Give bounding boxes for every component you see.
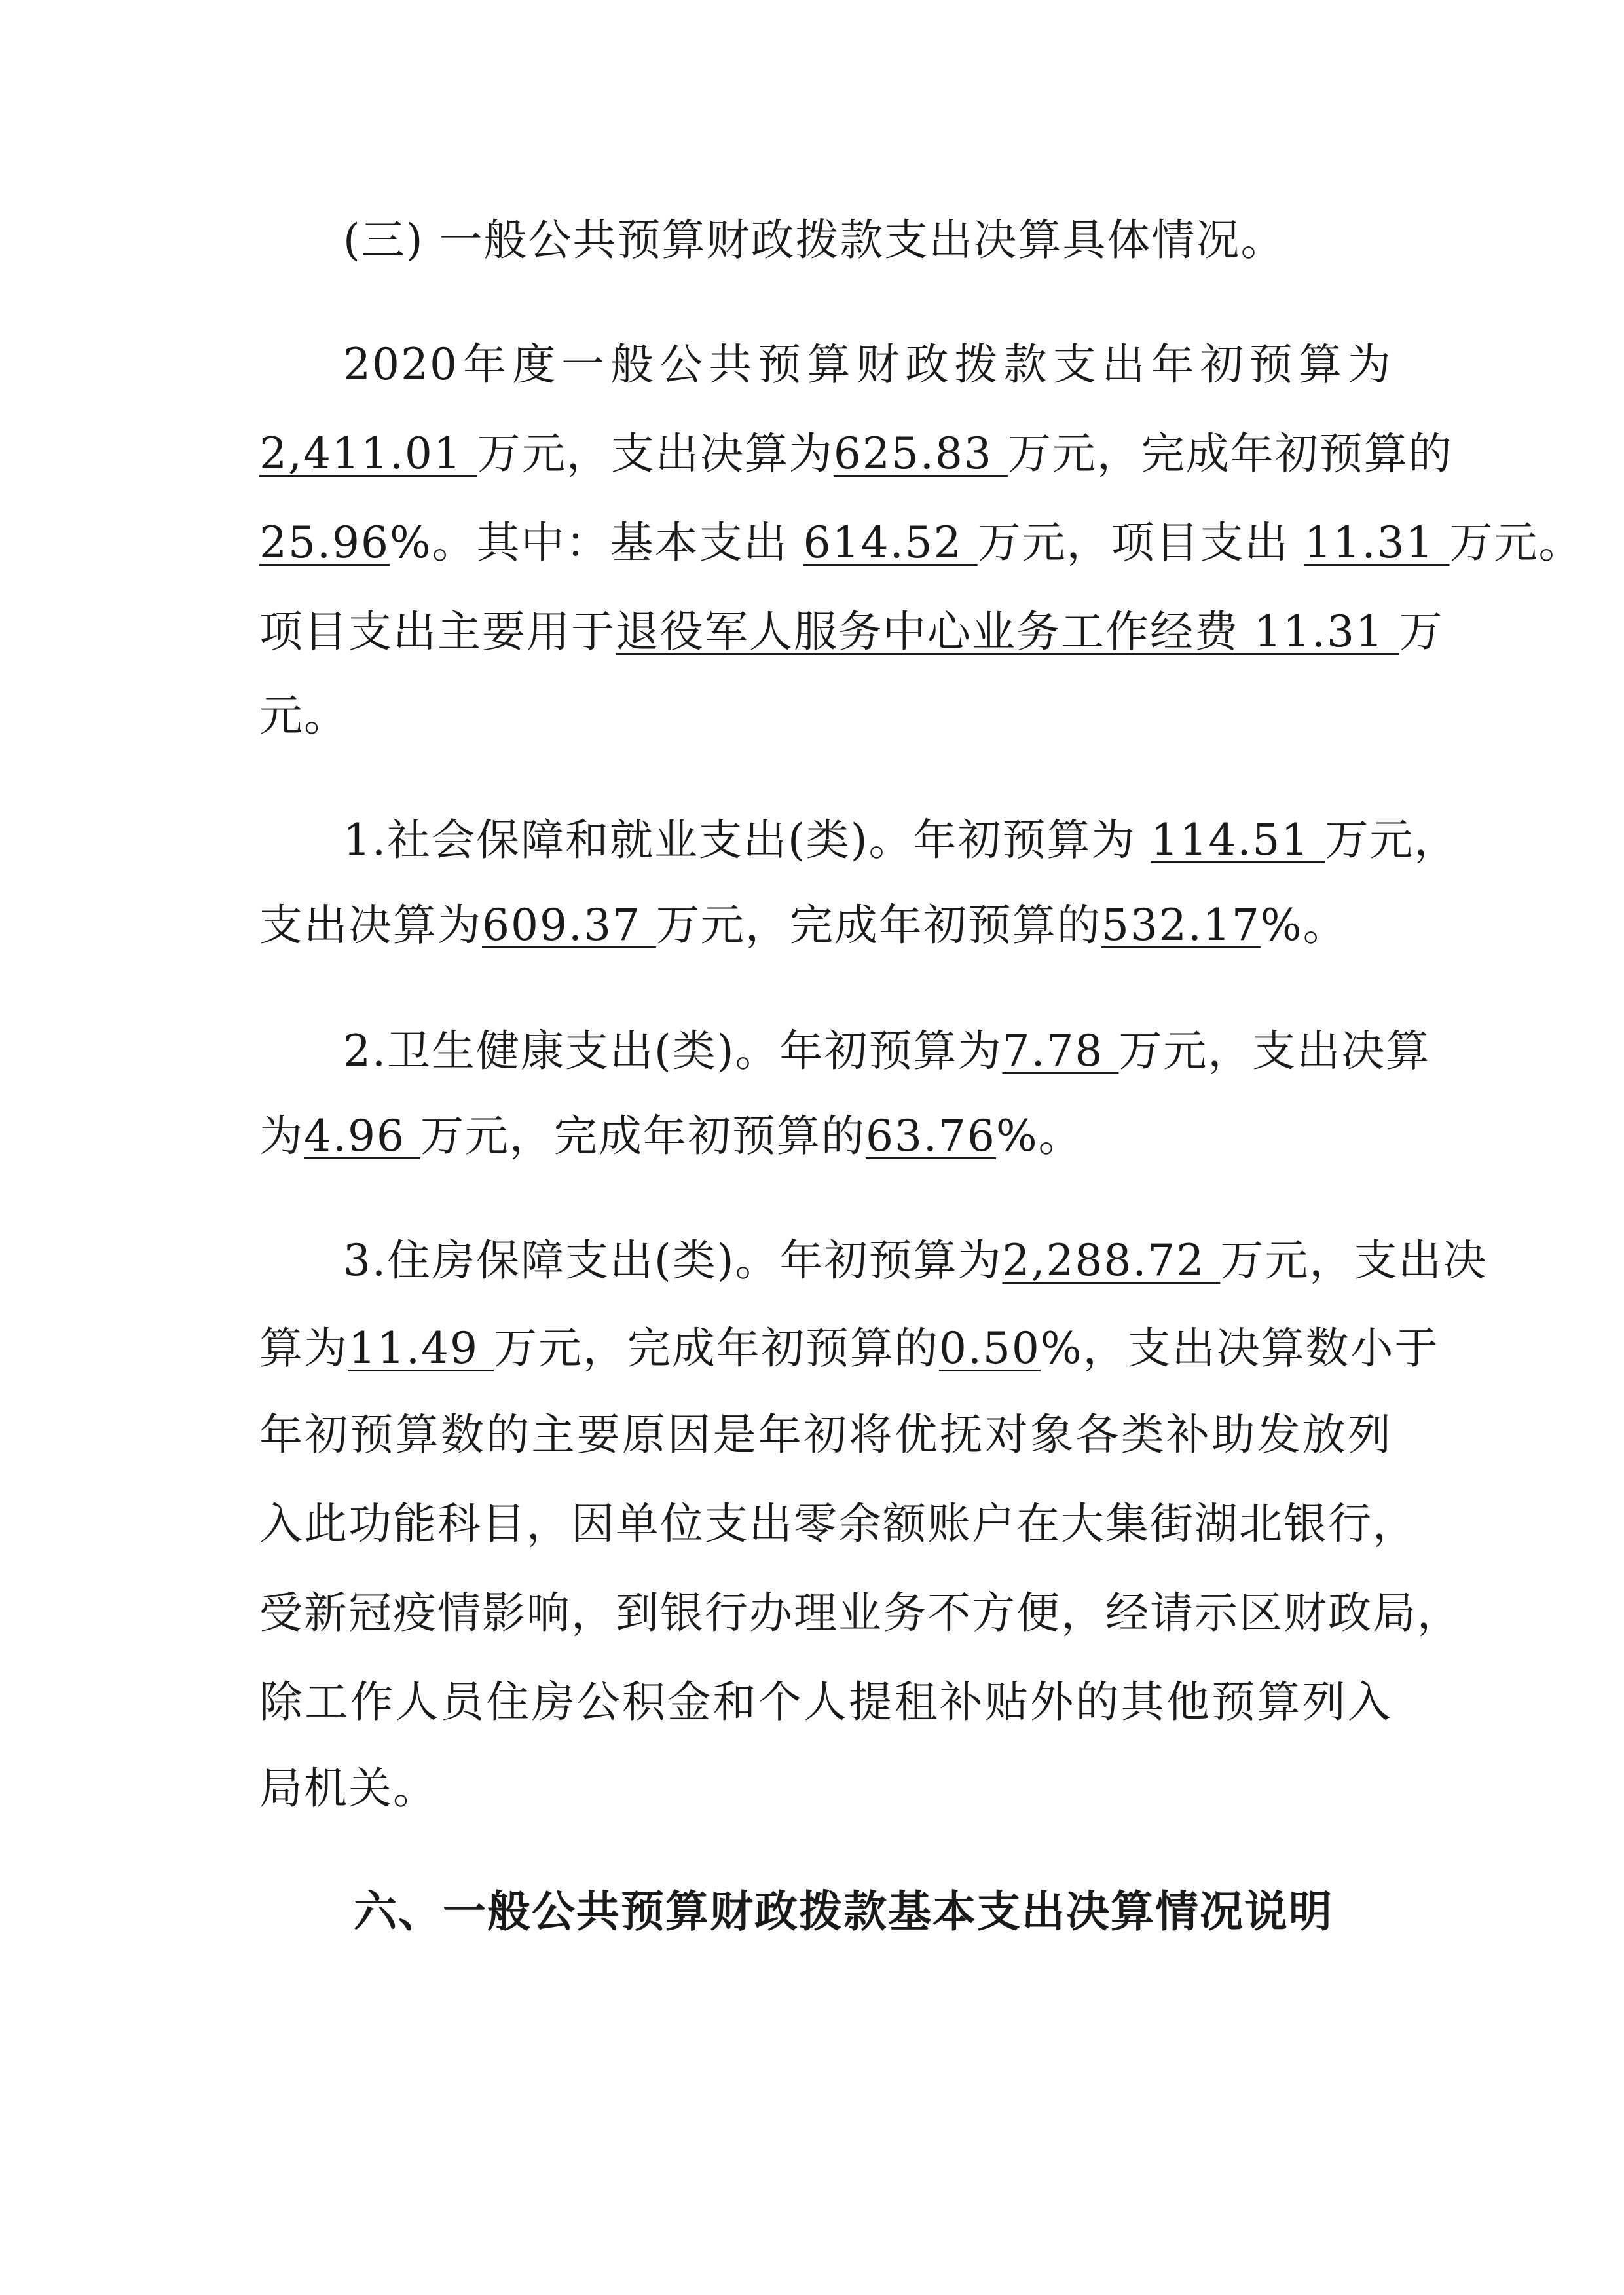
section-six-title: 六、一般公共预算财政拨款基本支出决算情况说明 [354, 1886, 1333, 1937]
summary-line-1-word: 年 [463, 339, 508, 390]
item-3-budget: 2,288.72 [1002, 1235, 1221, 1286]
basic-expense: 614.52 [803, 517, 978, 568]
item-3-line-3: 年 初 预 算 数 的 主 要 原 因 是 年 初 将 优 抚 对 象 各 类 补 助 发 放 列 [259, 1409, 1392, 1460]
summary-line-1-word: 拨 [954, 339, 999, 390]
item-3-line-2: 算为11.49 万元，完成年初预算的0.50%，支出决算数小于 [259, 1323, 1439, 1373]
summary-line-1-word: 预 [758, 339, 803, 390]
summary-line-1-word: 出 [1101, 339, 1147, 390]
budget-total: 2,411.01 [259, 428, 477, 479]
summary-line-1-word: 2020 [343, 339, 458, 390]
summary-line-2: 2,411.01 万元，支出决算为 625.83 万元，完成年初预算的 [259, 428, 1453, 479]
project-expense: 11.31 [1304, 517, 1450, 568]
item-1-line-1: 1.社会保障和就业支出(类)。年初预算为 114.51 万元， [343, 815, 1459, 865]
summary-line-1-word: 般 [610, 339, 655, 390]
summary-line-1-word: 算 [1298, 339, 1343, 390]
item-3-line-6: 除 工 作 人 员 住 房 公 积 金 和 个 人 提 租 补 贴 外 的 其 他 预 算 列 入 [259, 1677, 1392, 1727]
item-2-budget: 7.78 [1002, 1026, 1119, 1076]
summary-line-1-word: 算 [807, 339, 852, 390]
item-2-expense: 4.96 [304, 1111, 420, 1161]
project-use: 退役军人服务中心业务工作经费 11.31 [616, 606, 1399, 657]
item-3-line-1: 3.住房保障支出(类)。年初预算为2,288.72 万元，支出决 [343, 1235, 1488, 1286]
item-3-line-4: 入 此 功 能 科 目 ， 因 单 位 支 出 零 余 额 账 户 在 大 集 街 湖 北 银 行 ， [259, 1499, 1417, 1549]
summary-line-1-word: 公 [659, 339, 705, 390]
item-1-budget: 114.51 [1151, 815, 1325, 865]
item-2-rate: 63.76 [865, 1111, 996, 1161]
item-3-rate: 0.50 [938, 1323, 1041, 1373]
summary-line-1-word: 款 [1003, 339, 1048, 390]
item-1-line-2: 支出决算为609.37 万元，完成年初预算的532.17%。 [259, 900, 1348, 950]
item-1-expense: 609.37 [482, 900, 656, 950]
item-3-line-7: 局机关。 [259, 1763, 437, 1814]
summary-line-4: 项目支出主要用于退役军人服务中心业务工作经费 11.31 万 [259, 606, 1444, 657]
expense-total: 625.83 [833, 428, 1008, 479]
summary-line-1-word: 财 [856, 339, 901, 390]
item-2-line-2: 为4.96 万元，完成年初预算的63.76%。 [259, 1111, 1083, 1161]
item-3-expense: 11.49 [348, 1323, 494, 1373]
completion-rate: 25.96 [259, 517, 390, 568]
item-3-line-5: 受 新 冠 疫 情 影 响 ， 到 银 行 办 理 业 务 不 方 便 ， 经 请 示 区 财 政 局 ， [259, 1588, 1462, 1638]
summary-line-1-word: 支 [1052, 339, 1098, 390]
summary-line-1-word: 为 [1347, 339, 1392, 390]
summary-line-5: 元。 [259, 690, 348, 741]
item-1-rate: 532.17 [1101, 900, 1261, 950]
section-three-title: (三) 一般公共预算财政拨款支出决算具体情况。 [343, 215, 1285, 265]
summary-line-1-word: 年 [1151, 339, 1196, 390]
summary-line-1 [343, 335, 1392, 394]
summary-line-1-word: 预 [1249, 339, 1294, 390]
summary-line-1-word: 一 [561, 339, 606, 390]
summary-line-1-word: 共 [709, 339, 754, 390]
summary-line-3: 25.96%。其中：基本支出 614.52 万元，项目支出 11.31 万元。 [259, 517, 1583, 568]
summary-line-1-word: 度 [512, 339, 557, 390]
summary-line-1-word: 政 [905, 339, 950, 390]
summary-line-1-word: 初 [1200, 339, 1245, 390]
item-2-line-1: 2.卫生健康支出(类)。年初预算为7.78 万元，支出决算 [343, 1026, 1431, 1076]
